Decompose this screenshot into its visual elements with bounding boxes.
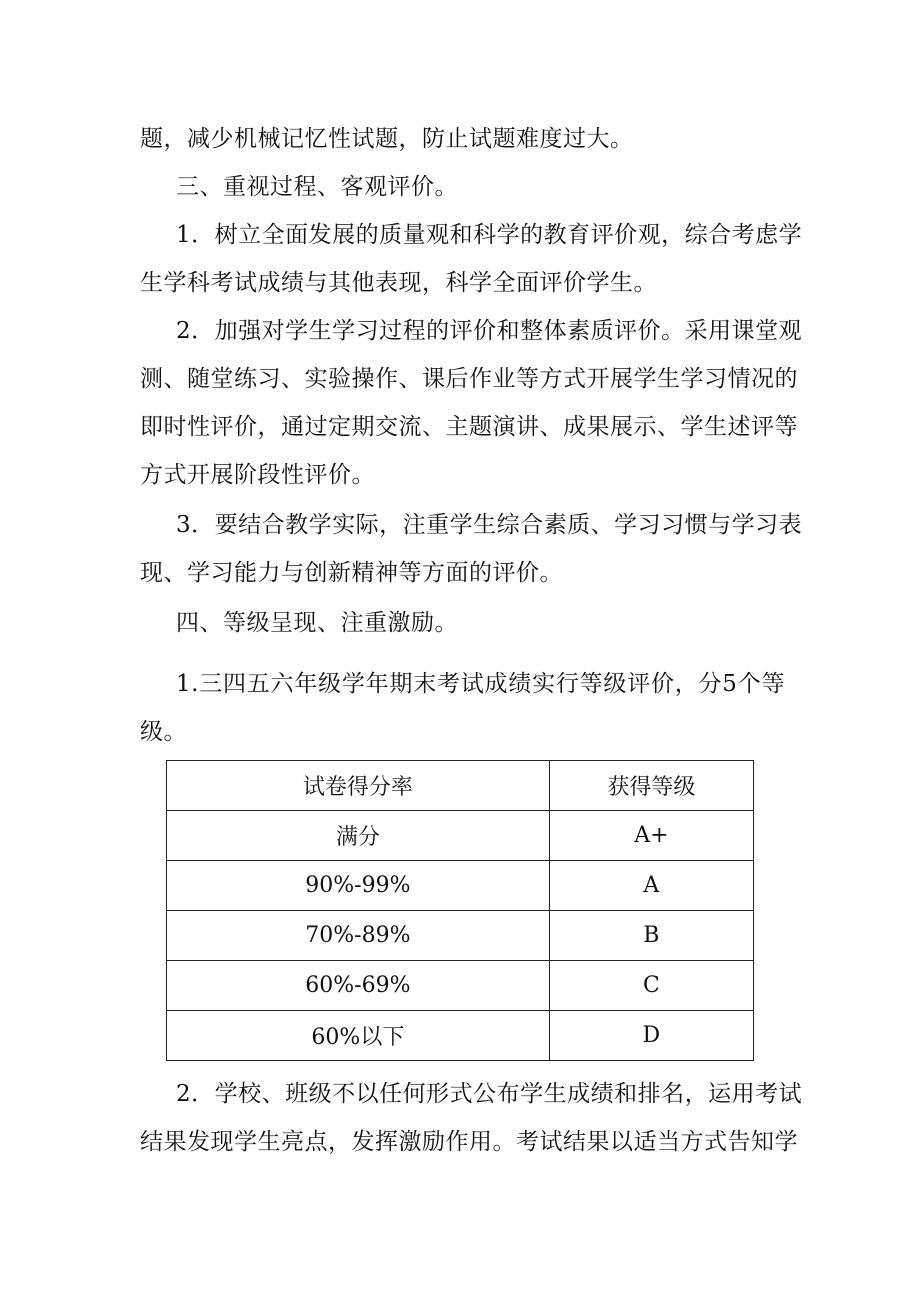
cell-grade: A+ bbox=[549, 811, 753, 861]
cell-score-rate: 70%-89% bbox=[167, 911, 550, 961]
table-row bbox=[167, 811, 754, 861]
cell-grade: C bbox=[549, 961, 753, 1011]
table-row bbox=[167, 961, 754, 1011]
paragraph-line: 即时性评价，通过定期交流、主题演讲、成果展示、学生述评等 bbox=[140, 414, 798, 440]
paragraph-line: 题，减少机械记忆性试题，防止试题难度过大。 bbox=[140, 126, 634, 152]
grade-table bbox=[166, 760, 754, 1061]
table-row bbox=[167, 911, 754, 961]
section-heading-3: 三、重视过程、客观评价。 bbox=[176, 174, 458, 200]
paragraph-line: 3．要结合教学实际，注重学生综合素质、学习习惯与学习表 bbox=[176, 512, 803, 538]
paragraph-line: 2．学校、班级不以任何形式公布学生成绩和排名，运用考试 bbox=[176, 1081, 803, 1107]
section-heading-4: 四、等级呈现、注重激励。 bbox=[176, 610, 458, 636]
paragraph-line: 方式开展阶段性评价。 bbox=[140, 462, 375, 488]
header-grade: 获得等级 bbox=[549, 761, 753, 811]
paragraph-line: 级。 bbox=[140, 719, 187, 745]
cell-grade: A bbox=[549, 861, 753, 911]
table-header-row bbox=[167, 761, 754, 811]
table-row bbox=[167, 1011, 754, 1061]
cell-score-rate: 60%以下 bbox=[167, 1011, 550, 1061]
paragraph-line: 现、学习能力与创新精神等方面的评价。 bbox=[140, 560, 563, 586]
cell-score-rate: 满分 bbox=[167, 811, 550, 861]
paragraph-line: 1．树立全面发展的质量观和科学的教育评价观，综合考虑学 bbox=[176, 222, 803, 248]
paragraph-line: 生学科考试成绩与其他表现，科学全面评价学生。 bbox=[140, 270, 657, 296]
table-row bbox=[167, 861, 754, 911]
paragraph-line: 结果发现学生亮点，发挥激励作用。考试结果以适当方式告知学 bbox=[140, 1129, 798, 1155]
paragraph-line: 1.三四五六年级学年期末考试成绩实行等级评价，分5个等 bbox=[176, 671, 785, 697]
cell-score-rate: 60%-69% bbox=[167, 961, 550, 1011]
cell-score-rate: 90%-99% bbox=[167, 861, 550, 911]
paragraph-line: 2．加强对学生学习过程的评价和整体素质评价。采用课堂观 bbox=[176, 318, 803, 344]
header-score-rate: 试卷得分率 bbox=[167, 761, 550, 811]
paragraph-line: 测、随堂练习、实验操作、课后作业等方式开展学生学习情况的 bbox=[140, 366, 798, 392]
cell-grade: D bbox=[549, 1011, 753, 1061]
cell-grade: B bbox=[549, 911, 753, 961]
